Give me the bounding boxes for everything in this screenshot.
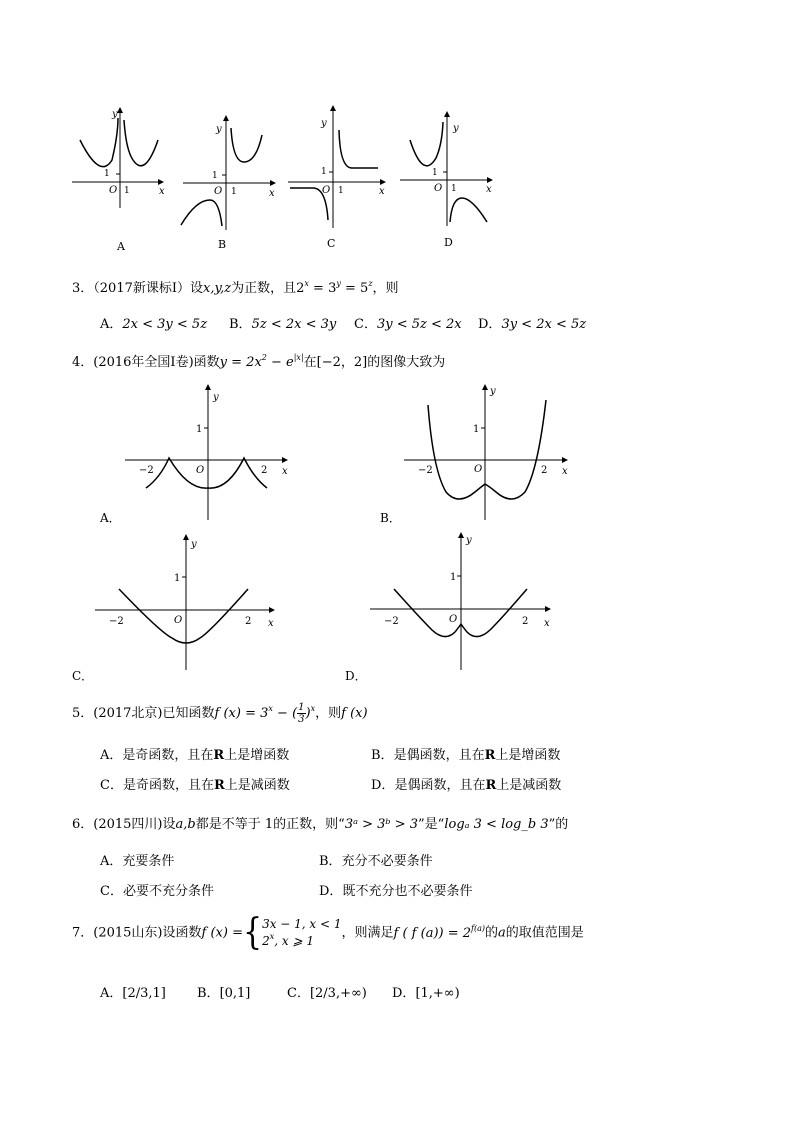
tick-one: 1 xyxy=(212,171,218,181)
q6-option-b[interactable]: B．充分不必要条件 xyxy=(319,854,433,869)
q6-vars: a,b xyxy=(175,817,196,832)
tick-1: 1 xyxy=(174,573,181,584)
tick-one: 1 xyxy=(231,187,237,197)
tick-1: 1 xyxy=(473,424,480,435)
q3-text: 设 xyxy=(190,281,204,296)
q4-graphs xyxy=(0,370,794,690)
tick-neg2: −2 xyxy=(139,465,154,476)
q5-option-d[interactable]: D．是偶函数，且在R上是减函数 xyxy=(371,778,562,793)
q5-stem: 5．(2017北京)已知函数f $(x) = 3^x$ − ( $\frac{1}{3}$ )$^x$，则f (x) xyxy=(72,702,368,725)
axis-y-label: y xyxy=(466,535,472,546)
tick-2: 2 xyxy=(245,616,252,627)
q4-graph-d xyxy=(370,533,550,670)
axis-y-label: y xyxy=(213,392,219,403)
tick-1: 1 xyxy=(450,572,457,583)
q4-stem: 4．(2016年全国Ⅰ卷)函数$y = 2x^2 - e^{|x|}$在[−2，2]的图像大致为 xyxy=(72,353,446,370)
q5-function: f $(x) = 3^x$ − ( $\frac{1}{3}$ )$^x$ xyxy=(214,702,316,725)
q6-condition-1: 3ᵃ > 3ᵇ > 3 xyxy=(344,817,419,832)
tick-1: 1 xyxy=(196,424,203,435)
q3-option-c[interactable]: C．3y < 5z < 2x xyxy=(354,317,462,332)
q2-graph-d xyxy=(400,112,492,249)
axis-y-label: y xyxy=(216,124,222,135)
q7-var: a xyxy=(498,925,506,941)
origin-label: O xyxy=(434,183,443,194)
q6-condition-2: logₐ 3 < log_b 3 xyxy=(444,817,549,832)
origin-label: O xyxy=(174,615,183,626)
q3-text: ，则 xyxy=(372,281,399,296)
axis-y-label: y xyxy=(490,386,496,397)
q4-graph-label-b: B． xyxy=(380,511,401,525)
origin-label: O xyxy=(474,464,483,475)
origin-label: O xyxy=(109,185,118,196)
q4-graph-label-d: D． xyxy=(345,669,367,683)
axis-x-label: x xyxy=(269,188,275,199)
tick-one: 1 xyxy=(338,186,344,196)
axis-x-label: x xyxy=(268,618,274,629)
axis-x-label: x xyxy=(159,186,165,197)
q7-condition: f ( f $(a)) = 2^{f(a)}$ xyxy=(393,923,486,941)
q5-option-b[interactable]: B．是偶函数，且在R上是增函数 xyxy=(371,748,561,763)
q3-number: 3． xyxy=(72,281,94,296)
q7-stem: 7．(2015山东)设函数f (x) ={ 3x − 1, x < 1 2$^x$, x ⩾ 1 ，则满足f ( f $(a)) = 2^{f(a)}$的a的取值范围是 xyxy=(72,911,584,954)
axis-x-label: x xyxy=(544,618,550,629)
q2-graph-c xyxy=(288,106,385,250)
q3-text: 为正数，且 xyxy=(231,281,297,296)
tick-one: 1 xyxy=(451,184,457,194)
q3-equation: $2^x = 3^y = 5^z$ xyxy=(296,279,373,296)
tick-neg2: −2 xyxy=(384,616,399,627)
axis-x-label: x xyxy=(282,466,288,477)
q4-graph-a xyxy=(125,385,288,520)
origin-label: O xyxy=(322,185,331,196)
q5-option-c[interactable]: C．是奇函数，且在R上是减函数 xyxy=(100,778,290,793)
tick-one: 1 xyxy=(104,169,110,179)
axis-y-label: y xyxy=(321,118,327,129)
origin-label: O xyxy=(214,186,223,197)
q5-fraction: $\frac{1}{3}$ xyxy=(298,702,305,725)
origin-label: O xyxy=(449,614,458,625)
q2-graph-a xyxy=(72,108,165,253)
q6-option-a[interactable]: A．充要条件 xyxy=(100,854,175,869)
tick-one: 1 xyxy=(321,167,327,177)
axis-x-label: x xyxy=(379,186,385,197)
origin-label: O xyxy=(196,465,205,476)
q7-option-a[interactable]: A．[2/3,1] xyxy=(100,986,166,1001)
graph-label-a: A xyxy=(117,240,125,253)
graph-label-d: D xyxy=(444,236,453,249)
q3-stem xyxy=(72,277,399,296)
axis-x-label: x xyxy=(562,466,568,477)
axis-y-label: y xyxy=(191,539,197,550)
q6-stem: 6．(2015四川)设a,b都是不等于 1的正数，则“3ᵃ > 3ᵇ > 3”是“logₐ 3 < log_b 3”的 xyxy=(72,817,569,832)
q3-source: （2017新课标Ⅰ） xyxy=(93,281,191,296)
tick-one: 1 xyxy=(432,168,438,178)
q4-graph-c xyxy=(95,535,274,670)
q7-cases: 3x − 1, x < 1 2$^x$, x ⩾ 1 xyxy=(262,917,342,948)
q5-option-a[interactable]: A．是奇函数，且在R上是增函数 xyxy=(100,748,290,763)
q4-graph-label-c: C． xyxy=(72,669,94,683)
q2-graph-b xyxy=(181,116,275,251)
q2-graph-row xyxy=(0,0,794,260)
tick-2: 2 xyxy=(541,465,548,476)
axis-y-label: y xyxy=(453,123,459,134)
axis-y-label: y xyxy=(112,109,118,120)
q7-option-b[interactable]: B．[0,1] xyxy=(197,986,251,1001)
tick-neg2: −2 xyxy=(418,465,433,476)
q6-option-c[interactable]: C．必要不充分条件 xyxy=(100,884,214,899)
q7-func-lhs: f (x) = xyxy=(201,925,243,941)
q3-option-b[interactable]: B．5z < 2x < 3y xyxy=(229,317,337,332)
axis-x-label: x xyxy=(486,184,492,195)
tick-neg2: −2 xyxy=(109,616,124,627)
q3-option-a[interactable]: A．2x < 3y < 5z xyxy=(100,317,208,332)
q7-option-d[interactable]: D．[1,+∞) xyxy=(392,986,460,1001)
tick-one: 1 xyxy=(124,186,130,196)
q7-option-c[interactable]: C．[2/3,+∞) xyxy=(287,986,367,1001)
q7-brace: { xyxy=(242,911,263,954)
q4-graph-label-a: A． xyxy=(100,511,121,525)
q5-func-ref: f (x) xyxy=(341,706,368,721)
q4-function: $y = 2x^2 - e^{|x|}$ xyxy=(219,353,304,370)
tick-2: 2 xyxy=(261,465,268,476)
q3-vars: x,y,z xyxy=(203,281,232,296)
graph-label-b: B xyxy=(218,238,227,251)
q3-option-d[interactable]: D．3y < 2x < 5z xyxy=(478,317,587,332)
q4-graph-b xyxy=(404,385,568,520)
graph-label-c: C xyxy=(327,237,336,250)
tick-2: 2 xyxy=(522,616,529,627)
q6-option-d[interactable]: D．既不充分也不必要条件 xyxy=(319,884,473,899)
